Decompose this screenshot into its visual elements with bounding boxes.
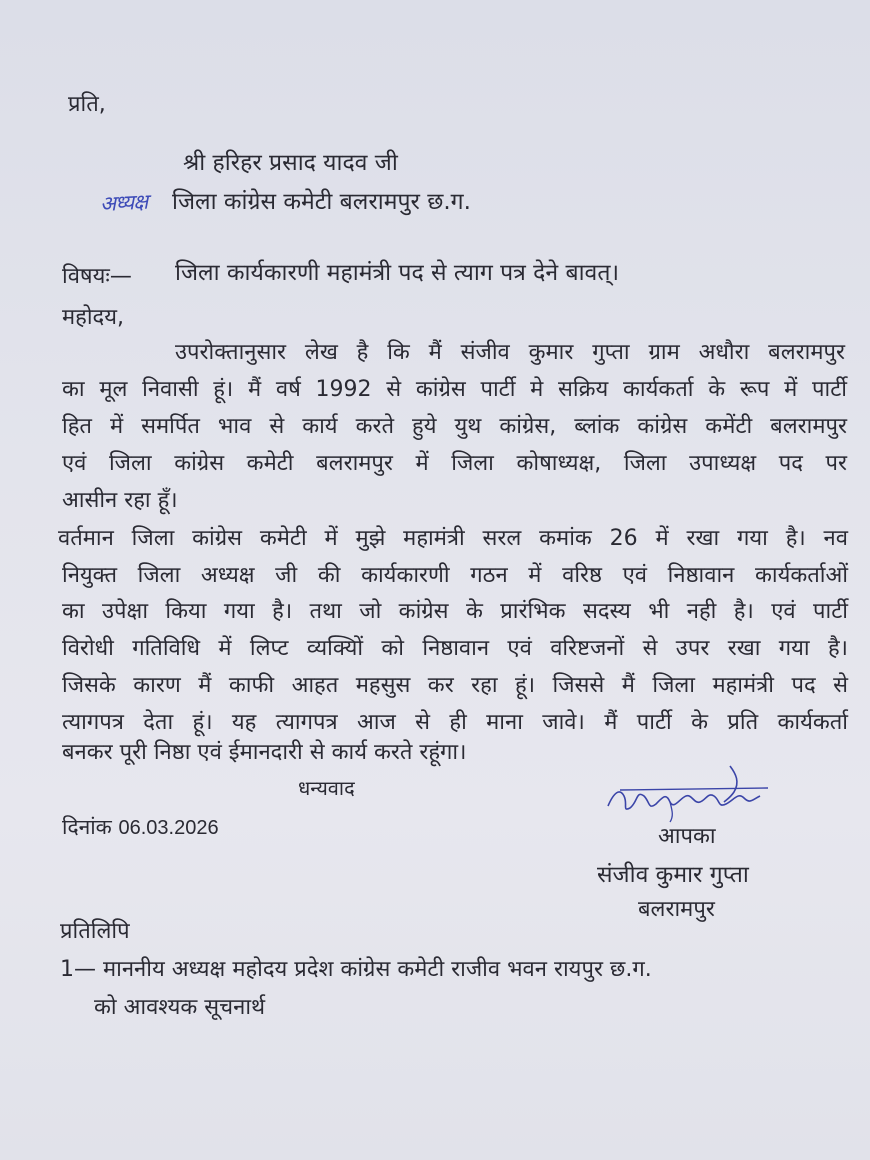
date-label: दिनांक: [62, 815, 112, 839]
salutation: महोदय,: [62, 305, 124, 330]
subject-label: विषयः—: [62, 264, 132, 289]
body-line: उपरोक्तानुसार लेख है कि मैं संजीव कुमार गुप्ता ग्राम अधौरा बलरामपुर: [175, 340, 845, 365]
copy-item: 1— माननीय अध्यक्ष महोदय प्रदेश कांग्रेस कमेटी राजीव भवन रायपुर छ.ग.: [60, 957, 652, 982]
body-line: हित में समर्पित भाव से कार्य करते हुये युथ कांग्रेस, ब्लांक कांग्रेस कमेंटी बलरामपुर: [62, 414, 847, 439]
body-line: का उपेक्षा किया गया है। तथा जो कांग्रेस के प्रारंभिक सदस्य भी नही है। एवं पार्टी: [62, 599, 848, 624]
body-line: एवं जिला कांग्रेस कमेटी बलरामपुर में जिला कोषाध्यक्ष, जिला उपाध्यक्ष पद पर: [62, 451, 847, 476]
body-line: त्यागपत्र देता हूं। यह त्यागपत्र आज से ही माना जावे। मैं पार्टी के प्रति कार्यकर्ता: [62, 710, 848, 735]
closing: आपका: [658, 824, 716, 849]
body-line: विरोधी गतिविधि में लिप्ट व्यक्यिों को निष्ठावान एवं वरिष्टजनों से उपर रखा गया है।: [62, 636, 848, 661]
thanks: धन्यवाद: [298, 776, 355, 800]
body-line: वर्तमान जिला कांग्रेस कमेटी में मुझे महामंत्री सरल कमांक 26 में रखा गया है। नव: [58, 526, 848, 551]
recipient-org: जिला कांग्रेस कमेटी बलरामपुर छ.ग.: [172, 189, 471, 215]
sender-place: बलरामपुर: [638, 897, 715, 922]
date-value: 06.03.2026: [118, 817, 219, 839]
body-line: जिसके कारण मैं काफी आहत महसुस कर रहा हूं। जिससे मैं जिला महामंत्री पद से: [62, 673, 848, 698]
body-line: नियुक्त जिला अध्यक्ष जी की कार्यकारणी गठन में वरिष्ठ एवं निष्ठावान कार्यकर्ताओं: [62, 563, 848, 588]
recipient-name: श्री हरिहर प्रसाद यादव जी: [183, 150, 398, 176]
handwritten-title: अध्यक्ष: [99, 189, 148, 217]
subject-text: जिला कार्यकारणी महामंत्री पद से त्याग पत्र देने बावत्।: [175, 260, 620, 286]
body-line: का मूल निवासी हूं। मैं वर्ष 1992 से कांग्रेस पार्टी मे सक्रिय कार्यकर्ता के रूप में पार्टी: [62, 377, 847, 402]
date: [62, 812, 219, 843]
copy-label: प्रतिलिपि: [60, 919, 130, 944]
body-line: बनकर पूरी निष्ठा एवं ईमानदारी से कार्य करते रहूंगा।: [62, 740, 467, 765]
to-label: प्रति,: [68, 92, 106, 117]
body-line: आसीन रहा हूँ।: [62, 488, 178, 513]
copy-item-continuation: को आवश्यक सूचनार्थ: [94, 995, 266, 1020]
sender-name: संजीव कुमार गुप्ता: [597, 862, 749, 888]
